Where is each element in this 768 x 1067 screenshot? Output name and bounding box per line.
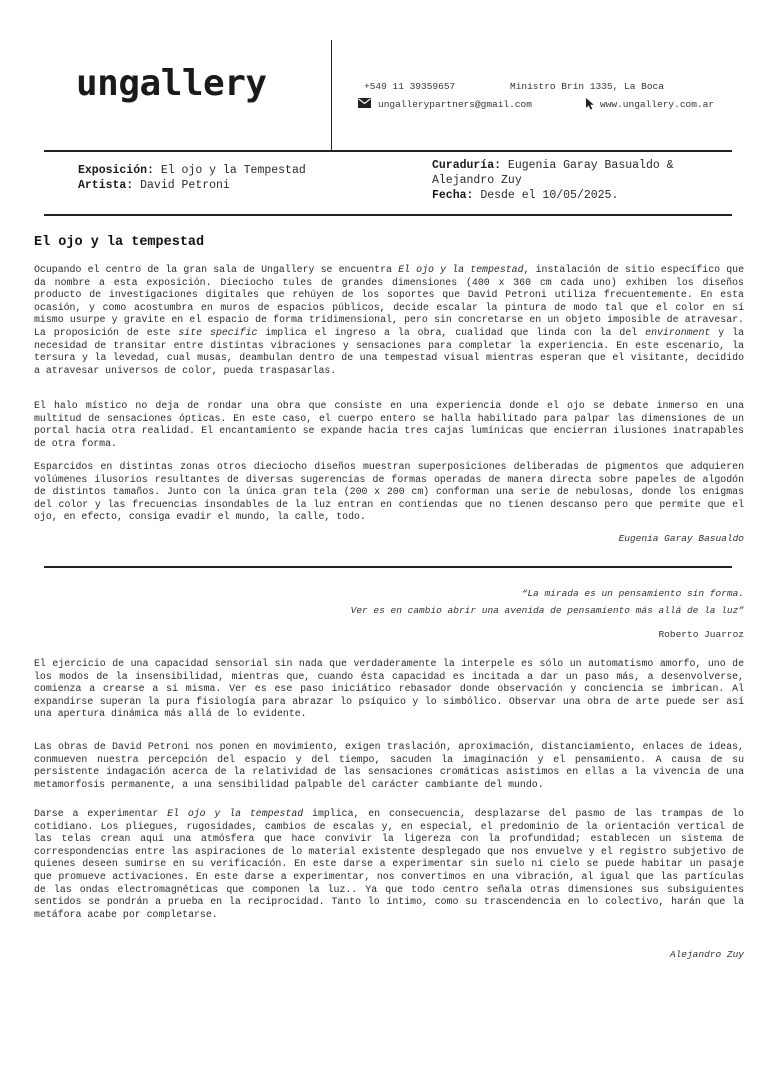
cursor-icon [585, 97, 595, 110]
envelope-icon [358, 98, 371, 108]
website-link[interactable]: www.ungallery.com.ar [600, 99, 715, 110]
signature-garay: Eugenia Garay Basualdo [618, 533, 744, 544]
header-rule [44, 150, 732, 152]
artist-label: Artista: [78, 179, 134, 192]
essay1-paragraph-3: Esparcidos en distintas zonas otros dieciocho diseños muestran superposiciones deliberadas de pigmentos que adquieren volúmenes ilusorios resultantes de diversas sugerencias de formas operadas de manera directa sobre papeles de algodón de distintos tamaños. Junto con la única gran tela (200 x 200 cm) conforman una serie de nebulosas, donde los enigmas del color y las frecuencias insondables de la luz entran en contiendas que no tienen descanso pero que permite que el ojo, en efecto, consiga evadir el mundo, la calle, todo. [34, 461, 744, 523]
curatorship-info [432, 158, 674, 203]
essay1-paragraph-2: El halo místico no deja de rondar una obra que consiste en una experiencia donde el ojo se debate inmerso en una multitud de sensaciones ópticas. En este caso, el cuerpo entero se halla habilitado para palpar las dimensiones de un portal hacia otra realidad. El encantamiento se expande hacia tres cajas lumínicas que encierran ilusiones inatrapables de otra forma. [34, 400, 744, 449]
phone-number: +549 11 39359657 [364, 81, 456, 92]
epigraph-quote [351, 585, 744, 619]
artist-value: David Petroni [133, 179, 230, 192]
exhibition-label: Exposición: [78, 164, 154, 177]
quote-line-2: Ver es en cambio abrir una avenida de pensamiento más allá de la luz” [350, 605, 744, 616]
exhibition-value: El ojo y la Tempestad [153, 164, 306, 177]
essay2-paragraph-3: Darse a experimentar El ojo y la tempestad implica, en consecuencia, desplazarse del pasmo de las trampas de lo cotidiano. Los pliegues, rugosidades, cambios de escalas y, en especial, el predominio de la orientación vertical de las telas crean aquí una atmósfera que hace convivir la ligereza con la profundidad; establecen un sistema de correspondencias entre las aspiraciones de lo material existente desplegado que nos envuelve y el registro subjetivo de quienes deseen sumirse en su verificación. En este darse a experimentar sin suelo ni cielo se puede habitar un pasaje que promueve activaciones. En este darse a experimentar, nos convertimos en una vibración, al igual que las partículas de las ondas electromagnéticas que componen la luz.. Ya que todo centro señala otras dimensiones sus subsiguientes sentidos se pondrán a prueba en la reciprocidad. Tanto lo íntimo, como su trascendencia en lo colectivo, harán que la metáfora acabe por completarse. [34, 808, 744, 920]
date-label: Fecha: [432, 189, 474, 202]
header-divider [331, 40, 332, 150]
gallery-logo: ungallery [76, 63, 267, 104]
essay1-paragraph-1: Ocupando el centro de la gran sala de Ungallery se encuentra El ojo y la tempestad, instalación de sitio específico que da nombre a esta exposición. Dieciocho tules de grandes dimensiones (400 x 360 cm cada uno) exhiben los diseños producto de investigaciones digitales que rehúyen de los soportes que David Petroni utiliza frecuentemente. En esta ocasión, y como acostumbra en muros de espacios públicos, decide escalar la pintura de modo tal que el color en sí mismo usurpe y gravite en el espacio de forma tridimensional, pero sin concretarse en un objeto imposible de atravesar. La proposición de este site specific implica el ingreso a la obra, cualidad que linda con la del environment y la necesidad de transitar entre distintas vibraciones y sensaciones para completar la experiencia. En este escenario, la tersura y la levedad, cual musas, deambulan dentro de una tempestad visual mientras esperan que el visitante, decidido a atravesar universos de color, pueda traspasarlas. [34, 264, 744, 376]
curators-value: Eugenia Garay Basualdo & [501, 159, 674, 172]
email-link[interactable]: ungallerypartners@gmail.com [378, 99, 532, 110]
essay2-paragraph-1: El ejercicio de una capacidad sensorial sin nada que verdaderamente la interpele es sólo un automatismo amorfo, uno de los modos de la insensibilidad, mientras que, cuando ésta capacidad es incitada a dar un paso más, a desenvolverse, comienza a crearse a sí misma. Ver es ese paso iniciático rebasador donde observación y conciencia se imbrican. Al expandirse superan la pura fisiología para abrazar lo psíquico y lo simbólico. Observar una obra de arte puede ser así una apertura dinámica más allá de lo evidente. [34, 658, 744, 720]
meta-rule [44, 214, 732, 216]
quote-author: Roberto Juarroz [658, 629, 744, 640]
exhibition-info [78, 163, 306, 193]
date-value: Desde el 10/05/2025. [473, 189, 619, 202]
address: Ministro Brin 1335, La Boca [510, 81, 664, 92]
curators-value-2: Alejandro Zuy [432, 174, 522, 187]
quote-line-1: “La mirada es un pensamiento sin forma. [521, 588, 744, 599]
curators-label: Curaduría: [432, 159, 502, 172]
essay-title: El ojo y la tempestad [34, 235, 205, 250]
signature-zuy: Alejandro Zuy [669, 949, 744, 960]
section-rule [44, 566, 732, 568]
essay2-paragraph-2: Las obras de David Petroni nos ponen en movimiento, exigen traslación, aproximación, distanciamiento, enlaces de ideas, conmueven nuestra percepción del espacio y del tiempo, sacuden la imaginación y el pensamiento. A causa de su persistente indagación acerca de la relatividad de las sensaciones cromáticas asistimos en ellas a la vivencia de una metamorfosis permanente, a una sensibilidad palpable del carácter cambiante del mundo. [34, 741, 744, 790]
